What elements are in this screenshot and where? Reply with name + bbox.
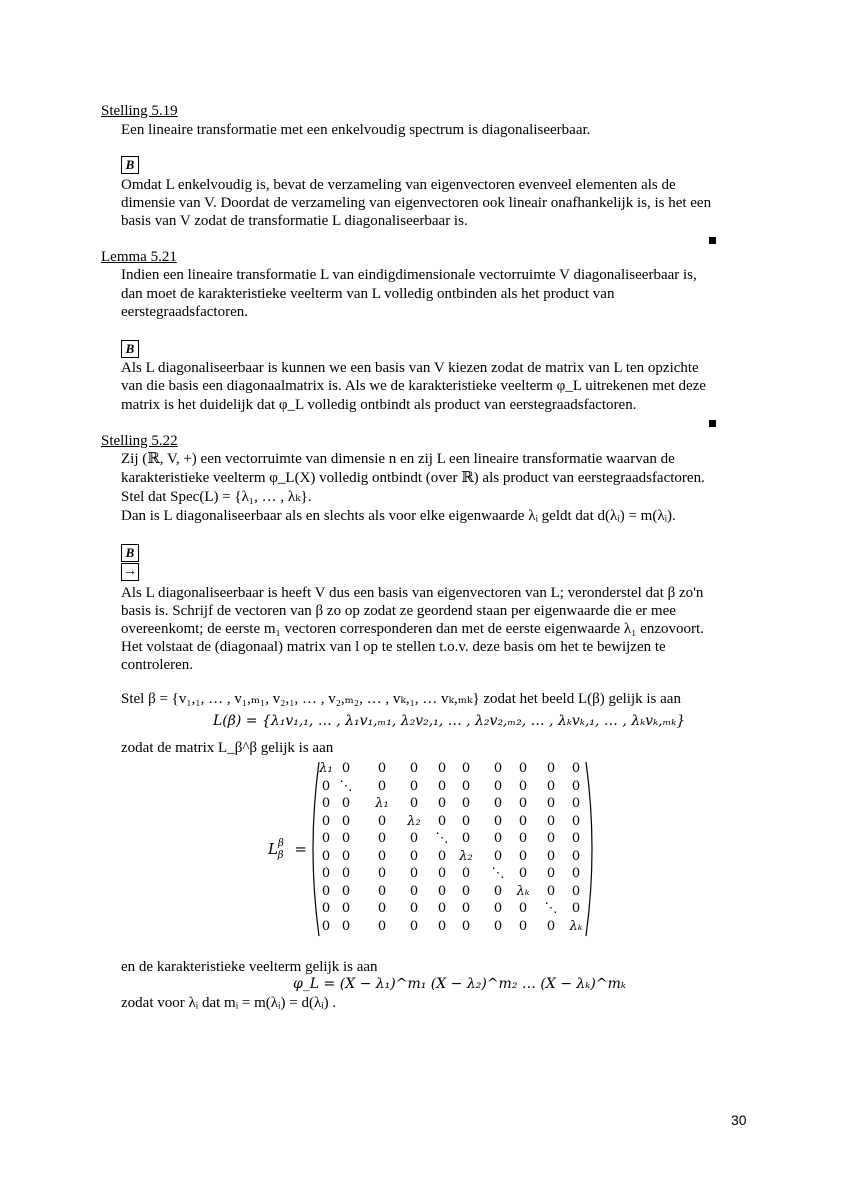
lemma-statement-line: dan moet de karakteristieke veelterm van L volledig ontbinden als het product van	[121, 286, 615, 302]
matrix-entry: ⋱	[544, 901, 558, 916]
matrix-entry: 0	[493, 796, 503, 811]
matrix-entry: 0	[409, 918, 419, 934]
matrix-entry: 0	[546, 918, 556, 934]
proof-line: basis is. Schrijf de vectoren van β zo op zodat ze geordend staan per eigenwaarde die er mee	[121, 603, 676, 619]
theorem-statement-line: Zij (ℝ, V, +) een vectorruimte van dimensie n en zij L een lineaire transformatie waarvan de	[121, 451, 675, 467]
matrix-entry: 0	[377, 831, 387, 846]
matrix-entry: 0	[341, 813, 351, 829]
matrix-entry: 0	[571, 813, 581, 829]
matrix-entry: 0	[409, 831, 419, 846]
proof-box: B	[121, 544, 139, 562]
matrix-entry: ⋱	[435, 831, 449, 846]
theorem-statement-line: karakteristieke veelterm φ_L(X) volledig ontbindt (over ℝ) als product van eerstegraadsfactoren.	[121, 470, 705, 486]
matrix-entry: 0	[377, 918, 387, 934]
matrix-entry: 0	[518, 796, 528, 811]
conclusion-line: zodat voor λᵢ dat mᵢ = m(λᵢ) = d(λᵢ) .	[121, 995, 337, 1011]
theorem-5-22-heading: Stelling 5.22	[101, 433, 178, 449]
matrix-entry: 0	[461, 866, 471, 881]
matrix-entry: 0	[437, 901, 447, 916]
proof-line: Als L diagonaliseerbaar is heeft V dus een basis van eigenvectoren van L; veronderstel dat β zo'n	[121, 585, 704, 601]
matrix-entry: ⋱	[491, 866, 505, 881]
matrix-intro: zodat de matrix L_β^β gelijk is aan	[121, 740, 334, 756]
matrix-entry: 0	[493, 918, 503, 934]
matrix-entry: 0	[518, 901, 528, 916]
matrix-entry: 0	[571, 866, 581, 881]
matrix-entry: 0	[437, 778, 447, 794]
matrix-entry: 0	[341, 866, 351, 881]
matrix-entry: 0	[341, 761, 351, 776]
matrix-entry: 0	[409, 796, 419, 811]
matrix-entry: 0	[409, 848, 419, 864]
matrix-entry: 0	[518, 778, 528, 794]
matrix-entry: 0	[461, 918, 471, 934]
matrix-entry: 0	[377, 866, 387, 881]
matrix-entry: 0	[321, 866, 331, 881]
matrix-entry: 0	[321, 813, 331, 829]
matrix-entry: 0	[409, 901, 419, 916]
matrix-entry: 0	[377, 848, 387, 864]
matrix-entry: 0	[493, 848, 503, 864]
matrix-entry: 0	[493, 831, 503, 846]
theorem-5-19-heading: Stelling 5.19	[101, 103, 178, 119]
matrix-entry: 0	[546, 761, 556, 776]
qed-square-icon	[709, 420, 716, 427]
qed-square-icon	[709, 237, 716, 244]
matrix-entry: 0	[437, 813, 447, 829]
matrix-entry: 0	[546, 866, 556, 881]
matrix-entry: 0	[321, 918, 331, 934]
proof-box: B	[121, 156, 139, 174]
theorem-statement-line: Stel dat Spec(L) = {λ₁, … , λₖ}.	[121, 489, 312, 505]
matrix-entry: 0	[518, 848, 528, 864]
matrix-entry: 0	[546, 883, 556, 899]
proof-line: Omdat L enkelvoudig is, bevat de verzameling van eigenvectoren evenveel elementen als de	[121, 177, 676, 193]
matrix-entry: 0	[546, 848, 556, 864]
matrix-entry: 0	[493, 883, 503, 899]
matrix-entry: λ₂	[459, 848, 473, 864]
matrix-entry: 0	[461, 813, 471, 829]
proof-line: basis van V zodat de transformatie L diagonaliseerbaar is.	[121, 213, 468, 229]
matrix-entry: 0	[461, 761, 471, 776]
matrix-entry: 0	[341, 901, 351, 916]
matrix-entry: 0	[518, 918, 528, 934]
matrix-entry: 0	[409, 866, 419, 881]
matrix-entry: 0	[437, 883, 447, 899]
char-poly-intro: en de karakteristieke veelterm gelijk is aan	[121, 959, 378, 975]
matrix-entry: 0	[571, 901, 581, 916]
matrix-entry: 0	[546, 796, 556, 811]
matrix-entry: 0	[409, 778, 419, 794]
matrix-entry: 0	[321, 831, 331, 846]
matrix-entry: 0	[461, 796, 471, 811]
matrix-entry: 0	[571, 778, 581, 794]
matrix-entry: 0	[437, 761, 447, 776]
matrix-entry: 0	[377, 883, 387, 899]
char-poly-formula: φ_L = (X − λ₁)^m₁ (X − λ₂)^m₂ … (X − λₖ)^mₖ	[293, 976, 626, 992]
matrix-entry: 0	[341, 848, 351, 864]
lemma-5-21-heading: Lemma 5.21	[101, 249, 177, 265]
matrix-lhs: $L^\beta_\beta$ =	[268, 838, 307, 861]
matrix-entry: 0	[546, 813, 556, 829]
proof-line: dimensie van V. Doordat de verzameling van eigenvectoren ook lineair onafhankelijk is, is het een	[121, 195, 712, 211]
matrix-entry: 0	[437, 918, 447, 934]
diagonal-matrix	[316, 761, 586, 937]
matrix-entry: 0	[493, 901, 503, 916]
matrix-entry: 0	[437, 848, 447, 864]
matrix-entry: 0	[377, 778, 387, 794]
matrix-entry: 0	[377, 761, 387, 776]
theorem-statement-line: Dan is L diagonaliseerbaar als en slechts als voor elke eigenwaarde λᵢ geldt dat d(λᵢ) = m(λᵢ).	[121, 508, 676, 524]
matrix-entry: 0	[437, 796, 447, 811]
matrix-entry: 0	[461, 831, 471, 846]
matrix-entry: λₖ	[569, 918, 583, 934]
matrix-entry: 0	[341, 831, 351, 846]
page-number: 30	[731, 1112, 747, 1128]
matrix-entry: ⋱	[339, 778, 353, 794]
matrix-entry: 0	[518, 761, 528, 776]
basis-definition: Stel β = {v₁,₁, … , v₁,ₘ₁, v₂,₁, … , v₂,ₘ₂, … , vₖ,₁, … vₖ,ₘₖ} zodat het beeld L(β) gelijk is aan	[121, 691, 681, 707]
proof-line: Het volstaat de (diagonaal) matrix van l op te stellen t.o.v. deze basis om het te bewijzen te	[121, 639, 666, 655]
lemma-statement-line: eerstegraadsfactoren.	[121, 304, 249, 320]
matrix-entry: 0	[571, 883, 581, 899]
matrix-entry: 0	[571, 761, 581, 776]
matrix-entry: 0	[341, 796, 351, 811]
proof-line: van die basis een diagonaalmatrix is. Als we de karakteristieke veelterm φ_L uitrekenen met deze	[121, 378, 706, 394]
matrix-entry: 0	[546, 831, 556, 846]
matrix-entry: 0	[321, 796, 331, 811]
matrix-entry: 0	[571, 831, 581, 846]
arrow-right-icon: →	[123, 564, 137, 579]
matrix-entry: 0	[321, 848, 331, 864]
matrix-entry: 0	[341, 918, 351, 934]
matrix-entry: 0	[377, 901, 387, 916]
matrix-entry: 0	[571, 848, 581, 864]
matrix-entry: 0	[321, 778, 331, 794]
proof-line: matrix is het duidelijk dat φ_L volledig ontbindt als product van eerstegraadsfactoren.	[121, 397, 637, 413]
lemma-statement-line: Indien een lineaire transformatie L van eindigdimensionale vectorruimte V diagonaliseerbaar is,	[121, 267, 697, 283]
proof-box: B	[121, 340, 139, 358]
matrix-entry: λ₁	[375, 796, 389, 811]
theorem-5-19-statement: Een lineaire transformatie met een enkelvoudig spectrum is diagonaliseerbaar.	[121, 122, 591, 138]
matrix-entry: 0	[461, 901, 471, 916]
matrix-entry: 0	[571, 796, 581, 811]
matrix-entry: 0	[321, 901, 331, 916]
matrix-entry: 0	[493, 813, 503, 829]
matrix-entry: 0	[493, 778, 503, 794]
matrix-entry: λ₂	[407, 813, 421, 829]
matrix-entry: 0	[461, 778, 471, 794]
matrix-entry: 0	[518, 866, 528, 881]
matrix-entry: 0	[341, 883, 351, 899]
proof-line: controleren.	[121, 657, 194, 673]
matrix-entry: 0	[409, 761, 419, 776]
matrix-entry: 0	[437, 866, 447, 881]
matrix-entry: 0	[546, 778, 556, 794]
matrix-entry: 0	[518, 831, 528, 846]
proof-line: Als L diagonaliseerbaar is kunnen we een basis van V kiezen zodat de matrix van L ten opzichte	[121, 360, 699, 376]
matrix-entry: 0	[409, 883, 419, 899]
matrix-entry: λₖ	[516, 883, 530, 899]
matrix-entry: λ₁	[319, 761, 333, 776]
image-of-basis-formula: L(β) = {λ₁v₁,₁, … , λ₁v₁,ₘ₁, λ₂v₂,₁, … , λ₂v₂,ₘ₂, … , λₖvₖ,₁, … , λₖvₖ,ₘₖ}	[213, 713, 686, 729]
matrix-entry: 0	[377, 813, 387, 829]
matrix-entry: 0	[493, 761, 503, 776]
proof-line: overeenkomt; de eerste m₁ vectoren corresponderen dan met de eerste eigenwaarde λ₁ enzovoort.	[121, 621, 704, 637]
matrix-entry: 0	[518, 813, 528, 829]
matrix-entry: 0	[321, 883, 331, 899]
matrix-entry: 0	[461, 883, 471, 899]
